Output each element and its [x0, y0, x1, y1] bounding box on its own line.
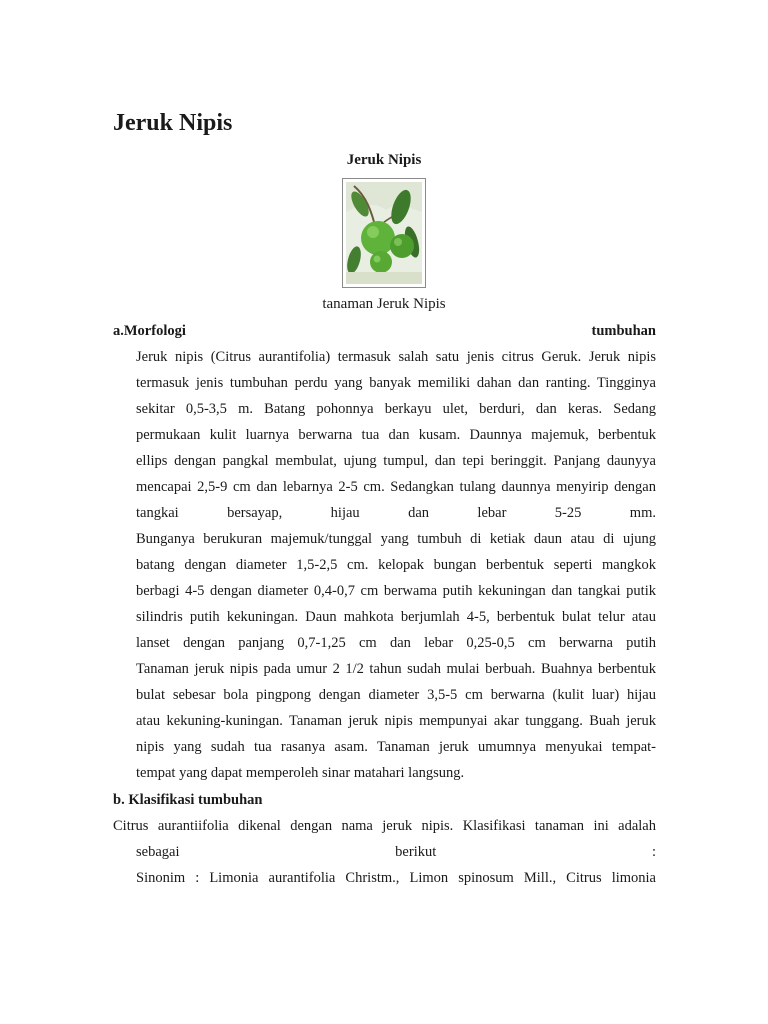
body-line: permukaan kulit luarnya berwarna tua dan kusam. Daunnya majemuk, berbentuk — [136, 427, 656, 443]
section-a-heading — [113, 321, 656, 341]
body-line: batang dengan diameter 1,5-2,5 cm. kelopak bungan berbentuk seperti mangkok — [136, 557, 656, 573]
section-a-heading-right: tumbuhan — [591, 323, 656, 339]
body-line: tempat yang dapat memperoleh sinar matahari langsung. — [136, 765, 465, 781]
body-line: sekitar 0,5-3,5 m. Batang pohonnya berkayu ulet, berduri, dan keras. Sedang — [136, 401, 656, 417]
figure-caption: tanaman Jeruk Nipis — [322, 296, 446, 312]
body-line: Jeruk nipis (Citrus aurantifolia) termasuk salah satu jenis citrus Geruk. Jeruk nipis — [136, 349, 656, 365]
body-line: Bunganya berukuran majemuk/tunggal yang tumbuh di ketiak daun atau di ujung — [136, 531, 656, 547]
body-line: ellips dengan pangkal membulat, ujung tumpul, dan tepi beringgit. Panjang daunyya — [136, 453, 656, 469]
body-line: Tanaman jeruk nipis pada umur 2 1/2 tahun sudah mulai berbuah. Buahnya berbentuk — [136, 661, 656, 677]
body-line: silindris putih kekuningan. Daun mahkota berjumlah 4-5, berbentuk bulat telur atau — [136, 609, 656, 625]
body-line: nipis yang sudah tua rasanya asam. Tanaman jeruk umumnya menyukai tempat- — [136, 739, 656, 755]
body-line: Sinonim : Limonia aurantifolia Christm., Limon spinosum Mill., Citrus limonia — [136, 870, 656, 886]
body-line: atau kekuning-kuningan. Tanaman jeruk nipis mempunyai akar tunggang. Buah jeruk — [136, 713, 656, 729]
body-line: sebagai berikut : — [136, 844, 656, 860]
body-line: berbagi 4-5 dengan diameter 0,4-0,7 cm berwama putih kekuningan dan tangkai putik — [136, 583, 656, 599]
body-line: Citrus aurantiifolia dikenal dengan nama jeruk nipis. Klasifikasi tanaman ini adalah — [113, 818, 656, 834]
section-b-heading: b. Klasifikasi tumbuhan — [113, 792, 263, 808]
body-line: termasuk jenis tumbuhan perdu yang banyak memiliki dahan dan ranting. Tingginya — [136, 375, 656, 391]
page-title: Jeruk Nipis — [113, 110, 233, 136]
lime-photo-illustration — [346, 182, 422, 284]
lime-fruit-photo — [342, 178, 426, 288]
body-line: lanset dengan panjang 0,7-1,25 cm dan lebar 0,25-0,5 cm berwarna putih — [136, 635, 656, 651]
body-line: mencapai 2,5-9 cm dan lebarnya 2-5 cm. Sedangkan tulang daunnya menyirip dengan — [136, 479, 656, 495]
figure-title: Jeruk Nipis — [346, 152, 422, 168]
body-line: bulat sebesar bola pingpong dengan diameter 3,5-5 cm berwarna (kulit luar) hijau — [136, 687, 656, 703]
body-line: tangkai bersayap, hijau dan lebar 5-25 mm. — [136, 505, 656, 521]
section-a-heading-left: a.Morfologi — [113, 323, 186, 339]
